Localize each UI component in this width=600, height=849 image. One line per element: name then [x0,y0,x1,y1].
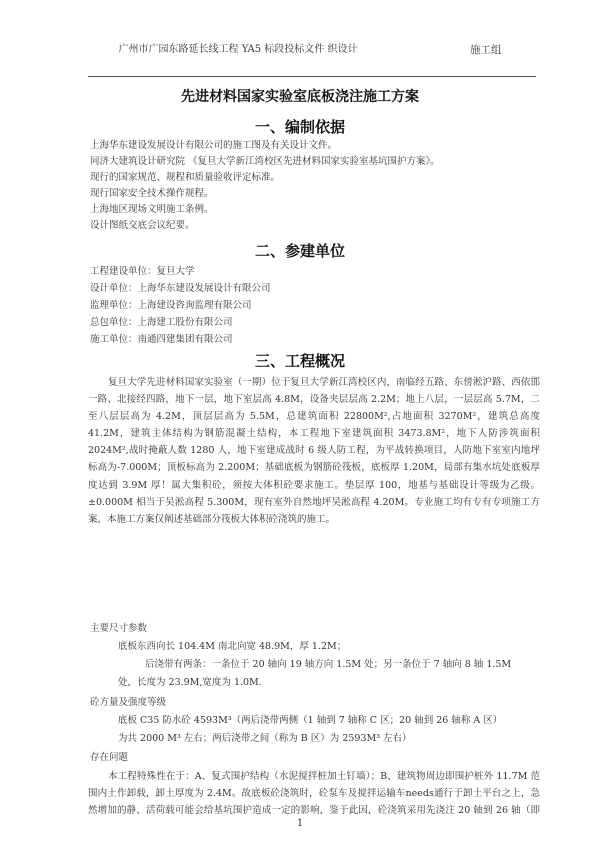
party-item: 施工单位：南通四建集团有限公司 [90,334,233,345]
issue-label: 存在问题 [90,752,129,763]
size-line: 底板东西向长 104.4M 南北向宽 48.9M，厚 1.2M； [118,641,347,652]
basis-item: 同济大建筑设计研究院 《复旦大学新江湾校区先进材料国家实验室基坑围护方案》。 [90,156,440,167]
section2-heading: 二、参建单位 [254,242,345,260]
section1-heading: 一、编制依据 [254,118,345,136]
header-right-label: 施工组 [470,44,502,56]
basis-item: 现行国家安全技术操作规程。 [90,188,214,199]
basis-item: 设计图纸交底会议纪要。 [90,220,195,231]
header-divider [88,76,536,77]
party-item: 监理单位：上海建设咨询监理有限公司 [90,300,252,311]
page-number: 1 [296,818,304,829]
party-item: 设计单位：上海华东建设发展设计有限公司 [90,283,271,294]
document-title: 先进材料国家实验室底板浇注施工方案 [181,89,419,105]
basis-item: 上海地区现场文明施工条例。 [90,204,214,215]
concrete-line: 底板 C35 防水砼 4593M³（两后浇带两侧（1 轴到 7 轴称 C 区；20 轴到 26 轴称 A 区） [118,715,503,726]
size-line: 后浇带有两条：一条位于 20 轴向 19 轴方向 1.5M 处；另一条位于 7 轴向 8 轴 1.5M [145,659,512,670]
basis-item: 上海华东建设发展设计有限公司的施工图及有关设计文件。 [90,140,338,151]
header-project-title: 广州市广园东路延长线工程 YA5 标段投标文件 织设计 [118,44,358,55]
party-item: 总包单位：上海建工股份有限公司 [90,317,233,328]
concrete-label: 砼方量及强度等级 [90,697,167,708]
section3-heading: 三、工程概况 [254,352,345,370]
party-item: 工程建设单位：复旦大学 [90,266,195,277]
size-parameters-label: 主要尺寸参数 [90,623,148,634]
basis-item: 现行的国家规范、规程和质量验收评定标准。 [90,172,281,183]
issue-paragraph: 本工程特殊性在于：A、复式围护结构（水泥搅拌桩加土钉墙）；B、建筑物周边即围护桩外 11.7M 范围内土作卸载，卸土厚度为 2.4M。故底板砼浇筑时，砼泵车及搅拌运输车needs通行于卸土平台之上，急然增加的静、活荷载可能会给基坑围护造成一定的影响，鉴于此因，砼浇筑采用先浇注 20 轴到 26 轴（即 [88,771,540,817]
project-overview-paragraph: 复旦大学先进材料国家实验室（一期）位于复旦大学新江湾校区内，南临经五路、东傍淞沪路、西依邯一路、北接经四路，地下一层，地下室层高 4.8M，设备夹层层高 2.2M；地上八层，一层层高 5.7M，二至八层层高为 4.2M，顶层层高为 5.5M，总建筑面积 22800M²,占地面积 3270M²，建筑总高度 41.2M，建筑主体结构为钢筋混凝土结构，本工程地下室建筑面积 3473.8M²，地下人防涉筑面积 2024M²,战时掩蔽人数 1280 人，地下室建成战时 6 级人防工程，为平战转换项目，人防地下室室内地坪标高为-7.000M；顶板标高为 2.200M；基础底板为钢筋砼筏板，底板厚 1.20M，局部有集水坑处底板厚度达到 3.9M 厚！属大集积砼，须按大体积砼要求施工。垫层厚 100，地基与基础设计等级为乙级。±0.000M 相当于吴淞高程 5.300M，现有室外自然地坪吴淞高程 4.20M。专业施工均有专有专项施工方案，本施工方案仅阐述基础部分筏板大体积砼浇筑的施工。 [88,377,540,525]
concrete-line: 为共 2000 M³ 左右；两后浇带之间（称为 B 区）为 2593M³ 左右） [118,733,412,744]
size-line: 处，长度为 23.9M,宽度为 1.0M. [118,677,262,688]
